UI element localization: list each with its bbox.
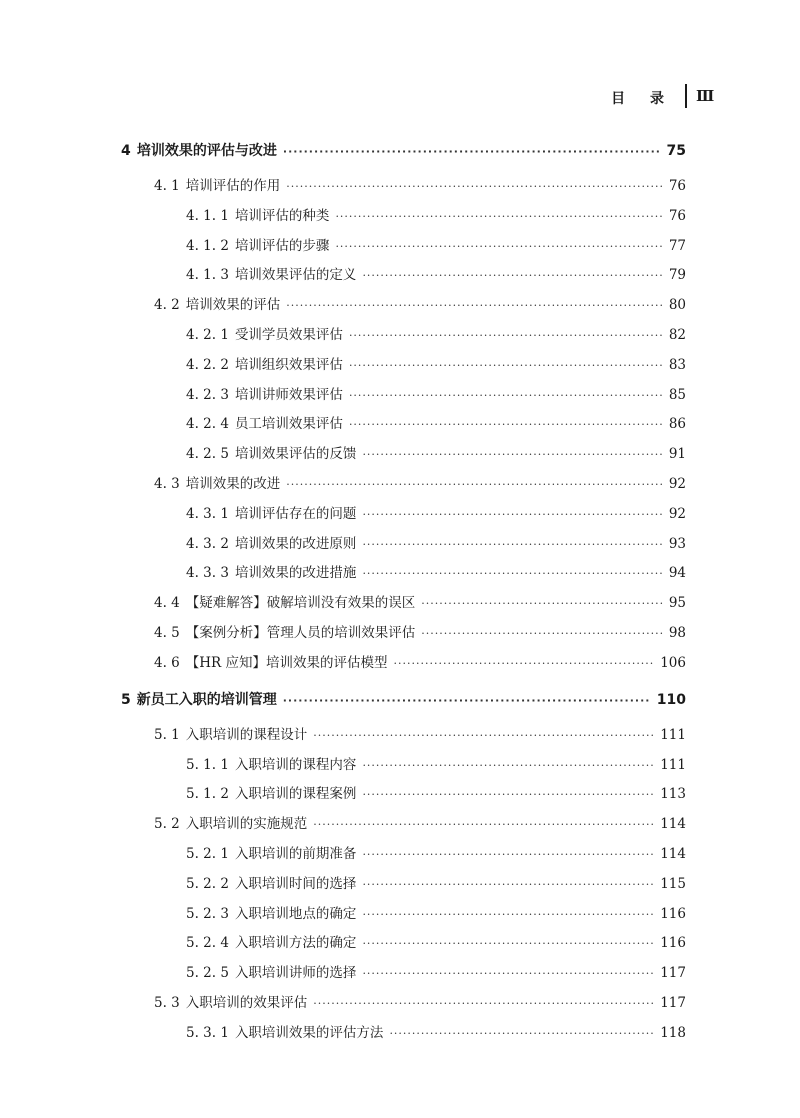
header-title: 目 录 — [611, 91, 674, 107]
toc-entry-page: 110 — [656, 691, 686, 708]
toc-entry-number: 4. 1. 3 — [186, 267, 229, 284]
toc-entry-page: 117 — [660, 995, 686, 1011]
toc-leader-dots — [362, 565, 662, 581]
toc-entry-title: 入职培训的课程设计 — [185, 726, 308, 743]
toc-entry[interactable] — [186, 782, 686, 802]
toc-entry-page: 94 — [668, 565, 686, 582]
toc-entry-page: 115 — [660, 875, 686, 892]
toc-leader-dots — [362, 906, 654, 922]
toc-entry[interactable] — [154, 651, 686, 671]
toc-entry-number: 4. 1. 2 — [186, 237, 229, 254]
toc-entry[interactable] — [186, 204, 686, 224]
header-page-number: Ⅲ — [696, 87, 715, 105]
toc-entry-title: 培训评估的种类 — [234, 207, 330, 224]
toc-entry-title: 员工培训效果评估 — [234, 416, 343, 433]
toc-entry-title: 培训评估的作用 — [185, 178, 281, 194]
toc-entry-number: 5. 1. 1 — [186, 756, 229, 773]
toc-entry-number: 4. 3. 2 — [186, 535, 229, 552]
toc-leader-dots — [362, 846, 654, 862]
toc-entry-title: 受训学员效果评估 — [234, 327, 343, 343]
toc-entry-page: 85 — [668, 386, 686, 403]
toc-entry-number: 4. 1 — [154, 178, 180, 194]
toc-entry-title: 培训效果的评估与改进 — [136, 143, 277, 159]
toc-leader-dots — [362, 536, 662, 552]
toc-entry-title: 新员工入职的培训管理 — [136, 691, 277, 708]
toc-entry-title: 入职培训地点的确定 — [234, 905, 357, 922]
toc-entry-page: 116 — [660, 905, 686, 922]
toc-entry-number: 5. 2. 5 — [186, 965, 229, 982]
toc-leader-dots — [283, 143, 661, 159]
toc-entry[interactable] — [154, 812, 686, 832]
toc-entry-page: 80 — [668, 297, 686, 314]
toc-entry-number: 4. 1. 1 — [186, 207, 229, 224]
toc-leader-dots — [362, 446, 662, 462]
toc-entry-number: 4. 3. 1 — [186, 505, 229, 522]
toc-entry[interactable] — [186, 532, 686, 552]
toc-entry[interactable] — [186, 442, 686, 462]
toc-entry-title: 入职培训的课程案例 — [234, 786, 357, 803]
toc-entry-title: 入职培训时间的选择 — [234, 875, 357, 892]
toc-entry-number: 4. 5 — [154, 625, 180, 641]
toc-entry-number: 5. 2. 4 — [186, 935, 229, 952]
toc-leader-dots — [349, 416, 663, 432]
toc-entry-page: 93 — [668, 535, 686, 552]
toc-entry[interactable] — [186, 561, 686, 581]
toc-entry-page: 118 — [660, 1024, 686, 1041]
toc-leader-dots — [313, 727, 654, 743]
toc-entry-page: 79 — [668, 267, 686, 284]
toc-leader-dots — [313, 995, 654, 1011]
toc-entry-title: 入职培训的效果评估 — [185, 995, 308, 1011]
toc-leader-dots — [283, 692, 651, 708]
toc-entry[interactable] — [154, 472, 686, 492]
toc-entry-title: 培训效果评估的定义 — [234, 267, 357, 284]
toc-entry-page: 111 — [660, 726, 686, 743]
toc-entry-page: 91 — [668, 446, 686, 463]
header-divider — [685, 84, 687, 108]
toc-entry-number: 5. 3 — [154, 995, 180, 1011]
toc-leader-dots — [421, 625, 663, 641]
toc-entry[interactable] — [186, 961, 686, 981]
toc-entry[interactable] — [154, 591, 686, 611]
toc-entry-title: 培训评估存在的问题 — [234, 505, 357, 522]
toc-leader-dots — [286, 178, 663, 194]
toc-leader-dots — [349, 357, 663, 373]
toc-entry-number: 5. 3. 1 — [186, 1024, 229, 1041]
toc-entry-number: 4. 2 — [154, 297, 180, 314]
toc-leader-dots — [394, 655, 655, 671]
toc-entry[interactable] — [154, 293, 686, 313]
toc-entry-number: 5. 2. 1 — [186, 846, 229, 862]
toc-leader-dots — [421, 595, 663, 611]
toc-entry-page: 76 — [668, 207, 686, 224]
toc-entry-page: 106 — [660, 654, 686, 671]
toc-entry-number: 4. 4 — [154, 595, 180, 612]
toc-entry-title: 入职培训的课程内容 — [234, 756, 357, 773]
toc-leader-dots — [286, 297, 663, 313]
toc-entry[interactable] — [186, 842, 686, 862]
toc-entry-number: 5. 2. 3 — [186, 905, 229, 922]
toc-entry[interactable] — [186, 753, 686, 773]
toc-entry-page: 83 — [668, 356, 686, 373]
toc-entry-page: 98 — [668, 625, 686, 641]
toc-entry-number: 4. 2. 4 — [186, 416, 229, 433]
toc-entry-page: 117 — [660, 965, 686, 982]
toc-entry[interactable] — [186, 383, 686, 403]
toc-entry[interactable] — [186, 931, 686, 951]
toc-entry[interactable] — [186, 263, 686, 283]
toc-entry[interactable] — [121, 689, 686, 709]
toc-entry-title: 培训效果的改进原则 — [234, 535, 357, 552]
toc-entry-page: 82 — [668, 327, 686, 343]
toc-entry-number: 5. 1 — [154, 726, 180, 743]
toc-entry-page: 92 — [668, 505, 686, 522]
toc-entry[interactable] — [186, 1021, 686, 1041]
toc-entry-number: 4. 6 — [154, 654, 180, 671]
toc-entry-title: 培训组织效果评估 — [234, 356, 343, 373]
toc-entry[interactable] — [186, 902, 686, 922]
toc-entry-title: 入职培训效果的评估方法 — [234, 1024, 384, 1041]
toc-entry-number: 4. 2. 2 — [186, 356, 229, 373]
toc-entry-title: 培训效果评估的反馈 — [234, 446, 357, 463]
toc-entry-page: 77 — [668, 237, 686, 254]
toc-entry-page: 116 — [660, 935, 686, 952]
toc-leader-dots — [349, 387, 663, 403]
toc-entry-title: 入职培训的实施规范 — [185, 816, 308, 833]
toc-entry-number: 4. 3. 3 — [186, 565, 229, 582]
toc-entry-number: 5. 2 — [154, 816, 180, 833]
toc-leader-dots — [335, 208, 662, 224]
toc-entry[interactable] — [154, 174, 686, 194]
toc-entry[interactable] — [154, 621, 686, 641]
toc-leader-dots — [335, 238, 662, 254]
toc-entry[interactable] — [186, 502, 686, 522]
toc-entry[interactable] — [186, 323, 686, 343]
toc-entry-page: 114 — [660, 846, 686, 862]
toc-entry-number: 5. 1. 2 — [186, 786, 229, 803]
toc-entry-title: 入职培训的前期准备 — [234, 846, 357, 862]
toc-entry[interactable] — [186, 872, 686, 892]
toc-entry-title: 【案例分析】管理人员的培训效果评估 — [185, 625, 416, 641]
toc-entry-number: 4 — [121, 143, 131, 159]
toc-entry-title: 入职培训讲师的选择 — [234, 965, 357, 982]
toc-entry-number: 4. 2. 3 — [186, 386, 229, 403]
toc-entry-number: 4. 2. 1 — [186, 327, 229, 343]
toc-leader-dots — [286, 476, 663, 492]
toc-entry-title: 【疑难解答】破解培训没有效果的误区 — [185, 595, 416, 612]
toc-leader-dots — [362, 876, 654, 892]
toc-leader-dots — [362, 786, 654, 802]
toc-entry-title: 培训效果的改进 — [185, 476, 281, 492]
toc-entry-page: 114 — [660, 816, 686, 833]
toc-entry-page: 76 — [668, 178, 686, 194]
toc-entry-title: 培训评估的步骤 — [234, 237, 330, 254]
toc-entry-page: 113 — [660, 786, 686, 803]
toc-entry-number: 5 — [121, 691, 131, 708]
toc-leader-dots — [313, 816, 654, 832]
toc-entry[interactable] — [186, 234, 686, 254]
toc-entry-title: 培训效果的改进措施 — [234, 565, 357, 582]
running-header — [0, 84, 800, 112]
toc-leader-dots — [349, 327, 663, 343]
toc-leader-dots — [362, 935, 654, 951]
toc-entry-page: 111 — [660, 756, 686, 773]
toc-entry-page: 86 — [668, 416, 686, 433]
toc-entry-page: 95 — [668, 595, 686, 612]
toc-entry-page: 75 — [666, 143, 686, 159]
toc-entry[interactable] — [154, 723, 686, 743]
toc-entry-number: 4. 2. 5 — [186, 446, 229, 463]
toc-leader-dots — [362, 965, 654, 981]
toc-entry-page: 92 — [668, 476, 686, 492]
toc-entry-title: 培训讲师效果评估 — [234, 386, 343, 403]
toc-entry-title: 【HR 应知】培训效果的评估模型 — [185, 654, 388, 671]
toc-entry[interactable] — [186, 412, 686, 432]
toc-entry-number: 4. 3 — [154, 476, 180, 492]
toc-leader-dots — [362, 757, 654, 773]
toc-leader-dots — [362, 267, 662, 283]
toc-entry[interactable] — [121, 140, 686, 160]
toc-entry[interactable] — [186, 353, 686, 373]
toc-leader-dots — [362, 506, 662, 522]
toc-leader-dots — [389, 1025, 654, 1041]
toc-entry-title: 入职培训方法的确定 — [234, 935, 357, 952]
toc-entry-title: 培训效果的评估 — [185, 297, 281, 314]
toc-entry[interactable] — [154, 991, 686, 1011]
toc-entry-number: 5. 2. 2 — [186, 875, 229, 892]
